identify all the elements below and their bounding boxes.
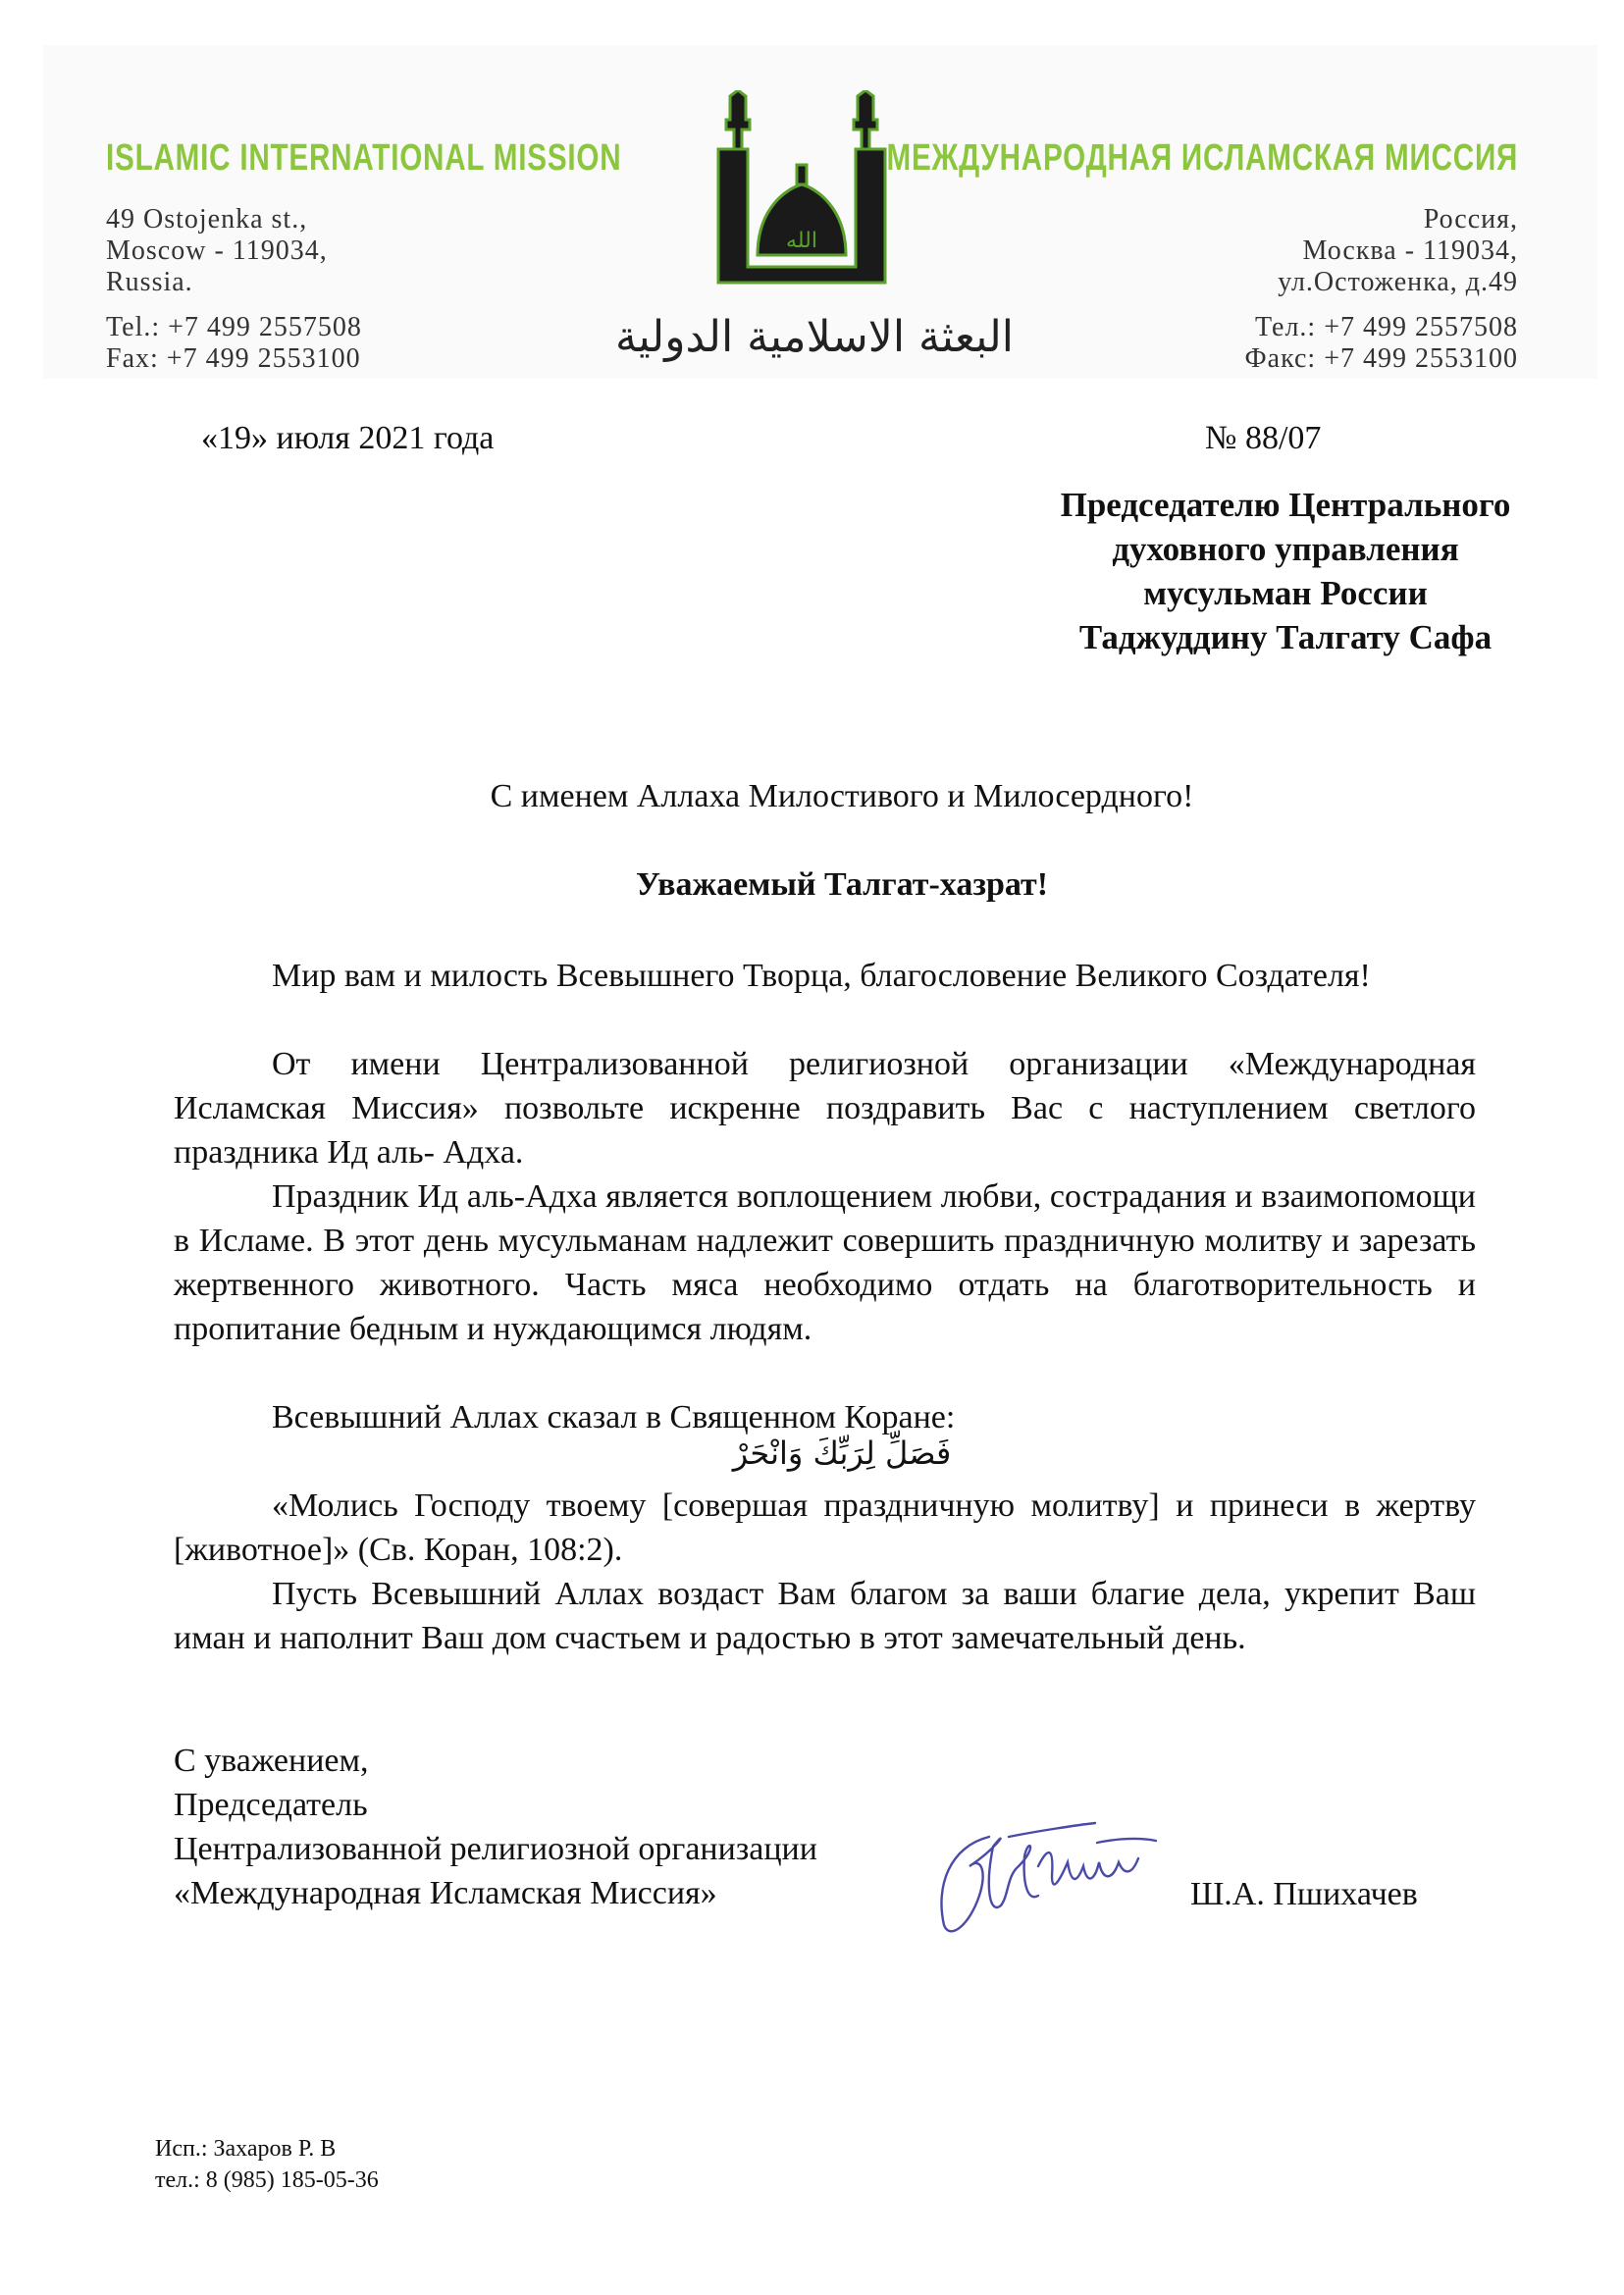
recipient-line: мусульман России [1143, 574, 1428, 612]
opening-basmala: С именем Аллаха Милостивого и Милосердного! [490, 778, 1194, 814]
paragraph: Мир вам и милость Всевышнего Творца, благословение Великого Создателя! [272, 958, 1371, 994]
signatory-name: Ш.А. Пшихачев [1190, 1876, 1418, 1912]
address-ru-line: ул.Остоженка, д.49 [1278, 267, 1518, 297]
recipient-line: Председателю Центрального [1060, 486, 1511, 524]
logo-calligraphy: الله [786, 229, 817, 253]
contacts-ru [1245, 312, 1518, 375]
recipient-block [1011, 483, 1560, 659]
executor-phone: тел.: 8 (985) 185-05-36 [155, 2167, 379, 2193]
paragraph: Пусть Всевышний Аллах воздаст Вам благом за ваши благие дела, укрепит Ваш иман и наполнит Ваш дом счастьем и радостью в этот замечательный день. [174, 1576, 1476, 1656]
paragraph: Праздник Ид аль-Адха является воплощением любви, сострадания и взаимопомощи в Исламе. В этот день мусульманам надлежит совершить праздничную молитву и зарезать жертвенного животного. Часть мяса необходимо отдать на благотворительность и пропитание бедным и нуждающимся людям. [174, 1178, 1476, 1347]
salutation: Уважаемый Талгат-хазрат! [635, 866, 1049, 903]
footer-executor [155, 2133, 379, 2196]
fax-en: Fax: +7 499 2553100 [106, 343, 361, 374]
mosque-logo [708, 90, 895, 287]
executor-name: Исп.: Захаров Р. В [155, 2136, 337, 2162]
closing-line: Централизованной религиозной организации [174, 1831, 817, 1867]
quran-verse-arabic: فَصَلِّ لِرَبِّكَ وَانْحَرْ [732, 1434, 952, 1472]
brand-name-ru: МЕЖДУНАРОДНАЯ ИСЛАМСКАЯ МИССИЯ [886, 137, 1518, 179]
address-en-line: Russia. [106, 267, 193, 297]
phone-en: Tel.: +7 499 2557508 [106, 312, 362, 342]
closing-block [174, 1739, 817, 1915]
recipient-line: Таджуддину Талгату Сафа [1078, 618, 1493, 656]
address-en-line: 49 Ostojenka st., [106, 204, 308, 235]
fax-ru: Факс: +7 499 2553100 [1244, 343, 1518, 374]
paragraph: От имени Централизованной религиозной организации «Международная Исламская Миссия» позвольте искренне поздравить Вас с наступлением светлого праздника Ид аль- Адха. [174, 1046, 1476, 1171]
address-ru-line: Москва - 119034, [1302, 235, 1518, 266]
letter-number: № 88/07 [1205, 420, 1322, 456]
closing-line: Председатель [174, 1787, 368, 1823]
handwritten-signature [930, 1807, 1176, 1945]
signature-icon [930, 1807, 1176, 1945]
paragraph: «Молись Господу твоему [совершая праздничную молитву] и принеси в жертву [животное]» (Св. Коран, 108:2). [174, 1487, 1476, 1568]
paragraph: Всевышний Аллах сказал в Священном Коране: [272, 1399, 956, 1435]
letter-date: «19» июля 2021 года [201, 420, 495, 456]
arabic-title: البعثة الاسلامية الدولية [614, 312, 1015, 362]
address-ru [1278, 204, 1518, 298]
address-en [106, 204, 328, 298]
brand-name-en: ISLAMIC INTERNATIONAL MISSION [106, 137, 622, 179]
address-ru-line: Россия, [1423, 204, 1518, 235]
contacts-en [106, 312, 362, 375]
address-en-line: Moscow - 119034, [106, 235, 328, 266]
phone-ru: Тел.: +7 499 2557508 [1254, 312, 1518, 342]
mosque-logo-icon [708, 90, 895, 287]
closing-line: «Международная Исламская Миссия» [174, 1875, 717, 1911]
recipient-line: духовного управления [1112, 530, 1459, 568]
closing-line: С уважением, [174, 1743, 369, 1779]
